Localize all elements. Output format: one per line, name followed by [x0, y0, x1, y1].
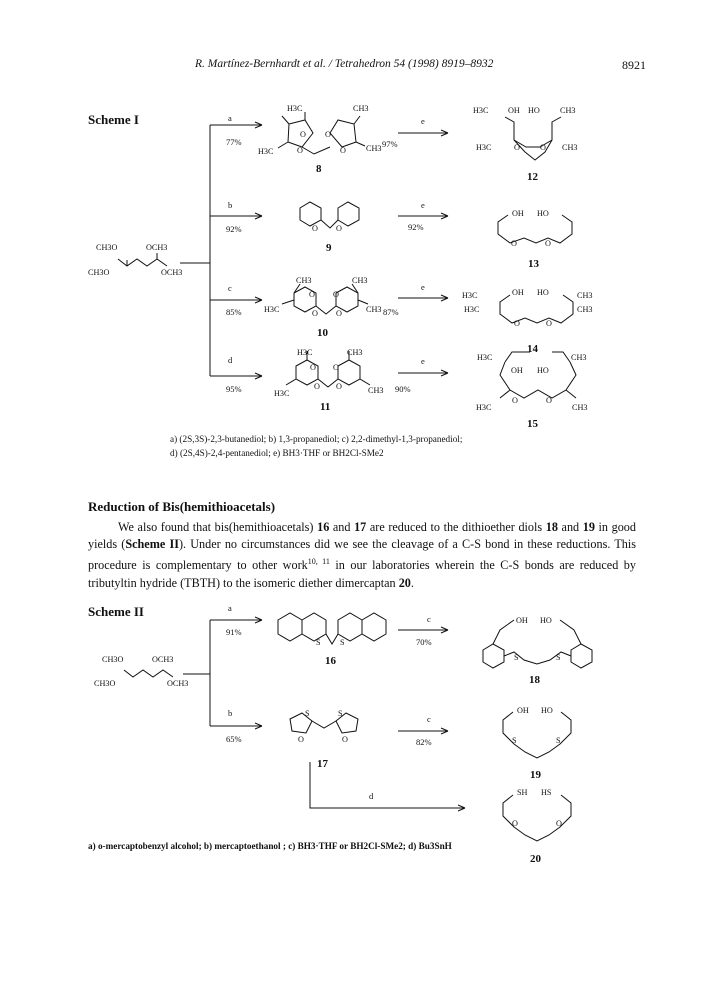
c11-h3c-bottom: H3C [274, 389, 290, 398]
compound-15-label: 15 [527, 418, 538, 430]
c16-s2: S [340, 638, 345, 647]
p12-o2: O [540, 143, 546, 152]
page-number: 8921 [622, 58, 646, 72]
compound-12-label: 12 [527, 171, 538, 183]
running-header: R. Martínez-Bernhardt et al. / Tetrahedron 54 (1998) 8919–8932 [195, 58, 494, 70]
sm2-och3-bottom: OCH3 [167, 679, 189, 688]
p20-sh: SH [517, 788, 528, 797]
p14-o1: O [514, 319, 520, 328]
p13-ho: HO [537, 209, 549, 218]
p19-s1: S [512, 736, 517, 745]
p14-o2: O [546, 319, 552, 328]
p18-s1: S [514, 653, 519, 662]
c10-o2: O [312, 309, 318, 318]
c10-ch3-right2: CH3 [366, 305, 382, 314]
p15-h3c-bottom: H3C [476, 403, 492, 412]
c11-h3c-top: H3C [297, 348, 313, 357]
s2-letter-a: a [228, 603, 232, 613]
s2-yield-c1: 70% [416, 637, 432, 647]
p15-h3c-top: H3C [477, 353, 493, 362]
p18-s2: S [556, 653, 561, 662]
s1-yield-d: 95% [226, 384, 242, 394]
s1-letter-b: b [228, 200, 233, 210]
c10-ch3-right: CH3 [352, 276, 368, 285]
p13-oh: OH [512, 209, 524, 218]
para-ref-16: 16 [317, 520, 330, 534]
p15-ch3-bottom: CH3 [572, 403, 588, 412]
s1-letter-e1: e [421, 116, 425, 126]
c8-o2: O [297, 146, 303, 155]
para-text-8: . [410, 575, 414, 590]
p14-ho: HO [537, 288, 549, 297]
c10-h3c-left: H3C [264, 305, 280, 314]
c10-o3: O [333, 290, 339, 299]
p14-h3c-top: H3C [462, 291, 478, 300]
p14-ch3-top: CH3 [577, 291, 593, 300]
c11-o2: O [314, 382, 320, 391]
s1-letter-c: c [228, 283, 232, 293]
s1-letter-e4: e [421, 356, 425, 366]
para-text-1: We also found that bis(hemithioacetals) [118, 520, 318, 534]
compound-8-label: 8 [316, 163, 322, 175]
para-text-6: ). Under no circumstances did we see the cleavage of a C-S bond in these reductions. This procedure is complementary to other work [88, 537, 636, 573]
s1-letter-d: d [228, 355, 233, 365]
compound-18-label: 18 [529, 674, 540, 686]
p19-ho: HO [541, 706, 553, 715]
p15-o1: O [512, 396, 518, 405]
c9-o2: O [336, 224, 342, 233]
para-ref-18: 18 [545, 520, 558, 534]
sm2-ch3o-bottom: CH3O [94, 679, 116, 688]
sm2-och3-top: OCH3 [152, 655, 174, 664]
scheme-2-footnote: a) o-mercaptobenzyl alcohol; b) mercaptoethanol ; c) BH3·THF or BH2Cl-SMe2; d) Bu3SnH [88, 841, 452, 851]
sm1-ch3o-bottom: CH3O [88, 268, 110, 277]
p15-ho: HO [537, 366, 549, 375]
p18-oh: OH [516, 616, 528, 625]
s1-yield-e1: 97% [382, 139, 398, 149]
s1-letter-e2: e [421, 200, 425, 210]
p15-oh: OH [511, 366, 523, 375]
c8-ch3-bottom: CH3 [366, 144, 382, 153]
s1-yield-a: 77% [226, 137, 242, 147]
p14-h3c-bottom: H3C [464, 305, 480, 314]
c17-s1: S [305, 709, 310, 718]
c8-o3: O [325, 130, 331, 139]
sm1-ch3o-top: CH3O [96, 243, 118, 252]
compound-19-label: 19 [530, 769, 541, 781]
c16-s1: S [316, 638, 321, 647]
c11-ch3-bottom: CH3 [368, 386, 384, 395]
compound-11-label: 11 [320, 401, 331, 413]
s2-letter-c2: c [427, 714, 431, 724]
p13-o2: O [545, 239, 551, 248]
compound-16-label: 16 [325, 655, 336, 667]
c11-ch3-top: CH3 [347, 348, 363, 357]
para-citation: 10, 11 [307, 557, 330, 567]
para-text-3: are reduced to the dithioether diols [366, 520, 546, 534]
scheme-2-label: Scheme II [88, 604, 144, 619]
s1-letter-a: a [228, 113, 232, 123]
para-text-2: and [329, 520, 355, 534]
s2-letter-d: d [369, 791, 374, 801]
scheme-1-label: Scheme I [88, 112, 139, 127]
p12-ch3-bottom: CH3 [562, 143, 578, 152]
scheme-1-footnote-2: d) (2S,4S)-2,4-pentanediol; e) BH3·THF or BH2Cl-SMe2 [170, 448, 384, 458]
p12-ho: HO [528, 106, 540, 115]
c9-o1: O [312, 224, 318, 233]
para-ref-17: 17 [354, 520, 367, 534]
compound-14-label: 14 [527, 343, 538, 355]
p15-ch3-top: CH3 [571, 353, 587, 362]
sm1-och3-bottom: OCH3 [161, 268, 183, 277]
s1-yield-b: 92% [226, 224, 242, 234]
section-heading: Reduction of Bis(hemithioacetals) [88, 499, 276, 514]
p20-o2: O [556, 819, 562, 828]
p12-h3c-bottom: H3C [476, 143, 492, 152]
s1-yield-e4: 90% [395, 384, 411, 394]
c11-o3: O [333, 363, 339, 372]
p18-ho: HO [540, 616, 552, 625]
p14-ch3-bottom: CH3 [577, 305, 593, 314]
c17-o1: O [298, 735, 304, 744]
c8-h3c-top: H3C [287, 104, 303, 113]
s1-yield-e2: 92% [408, 222, 424, 232]
c8-o1: O [300, 130, 306, 139]
c10-ch3-left: CH3 [296, 276, 312, 285]
p15-o2: O [546, 396, 552, 405]
s1-yield-e3: 87% [383, 307, 399, 317]
s2-yield-c2: 82% [416, 737, 432, 747]
p19-s2: S [556, 736, 561, 745]
s2-letter-b: b [228, 708, 233, 718]
c8-h3c-bottom: H3C [258, 147, 274, 156]
compound-9-label: 9 [326, 242, 332, 254]
s2-yield-a: 91% [226, 627, 242, 637]
p19-oh: OH [517, 706, 529, 715]
compound-17-label: 17 [317, 758, 328, 770]
p13-o1: O [511, 239, 517, 248]
compound-13-label: 13 [528, 258, 539, 270]
c17-s2: S [338, 709, 343, 718]
p12-oh: OH [508, 106, 520, 115]
c8-ch3-top: CH3 [353, 104, 369, 113]
s1-letter-e3: e [421, 282, 425, 292]
para-text-5: in good yields ( [88, 520, 636, 552]
s2-letter-c1: c [427, 614, 431, 624]
p12-h3c-top: H3C [473, 106, 489, 115]
c10-o4: O [336, 309, 342, 318]
para-ref-scheme-2: Scheme II [125, 537, 179, 552]
para-ref-20: 20 [398, 575, 411, 590]
sm2-ch3o-top: CH3O [102, 655, 124, 664]
c11-o1: O [310, 363, 316, 372]
c17-o2: O [342, 735, 348, 744]
p20-o1: O [512, 819, 518, 828]
scheme-1-footnote-1: a) (2S,3S)-2,3-butanediol; b) 1,3-propanediol; c) 2,2-dimethyl-1,3-propanediol; [170, 434, 463, 444]
compound-20-label: 20 [530, 853, 541, 865]
s2-yield-b: 65% [226, 734, 242, 744]
c11-o4: O [336, 382, 342, 391]
p14-oh: OH [512, 288, 524, 297]
para-text-7: in our laboratories wherein the C-S bonds are reduced by tributyltin hydride (TBTH) to the isomeric diether dimercaptan [88, 558, 636, 590]
p20-hs: HS [541, 788, 552, 797]
p12-o1: O [514, 143, 520, 152]
compound-10-label: 10 [317, 327, 328, 339]
p12-ch3-top: CH3 [560, 106, 576, 115]
para-text-4: and [557, 520, 583, 534]
s1-yield-c: 85% [226, 307, 242, 317]
para-ref-19: 19 [582, 520, 595, 534]
c10-o1: O [309, 290, 315, 299]
sm1-och3-top: OCH3 [146, 243, 168, 252]
c8-o4: O [340, 146, 346, 155]
